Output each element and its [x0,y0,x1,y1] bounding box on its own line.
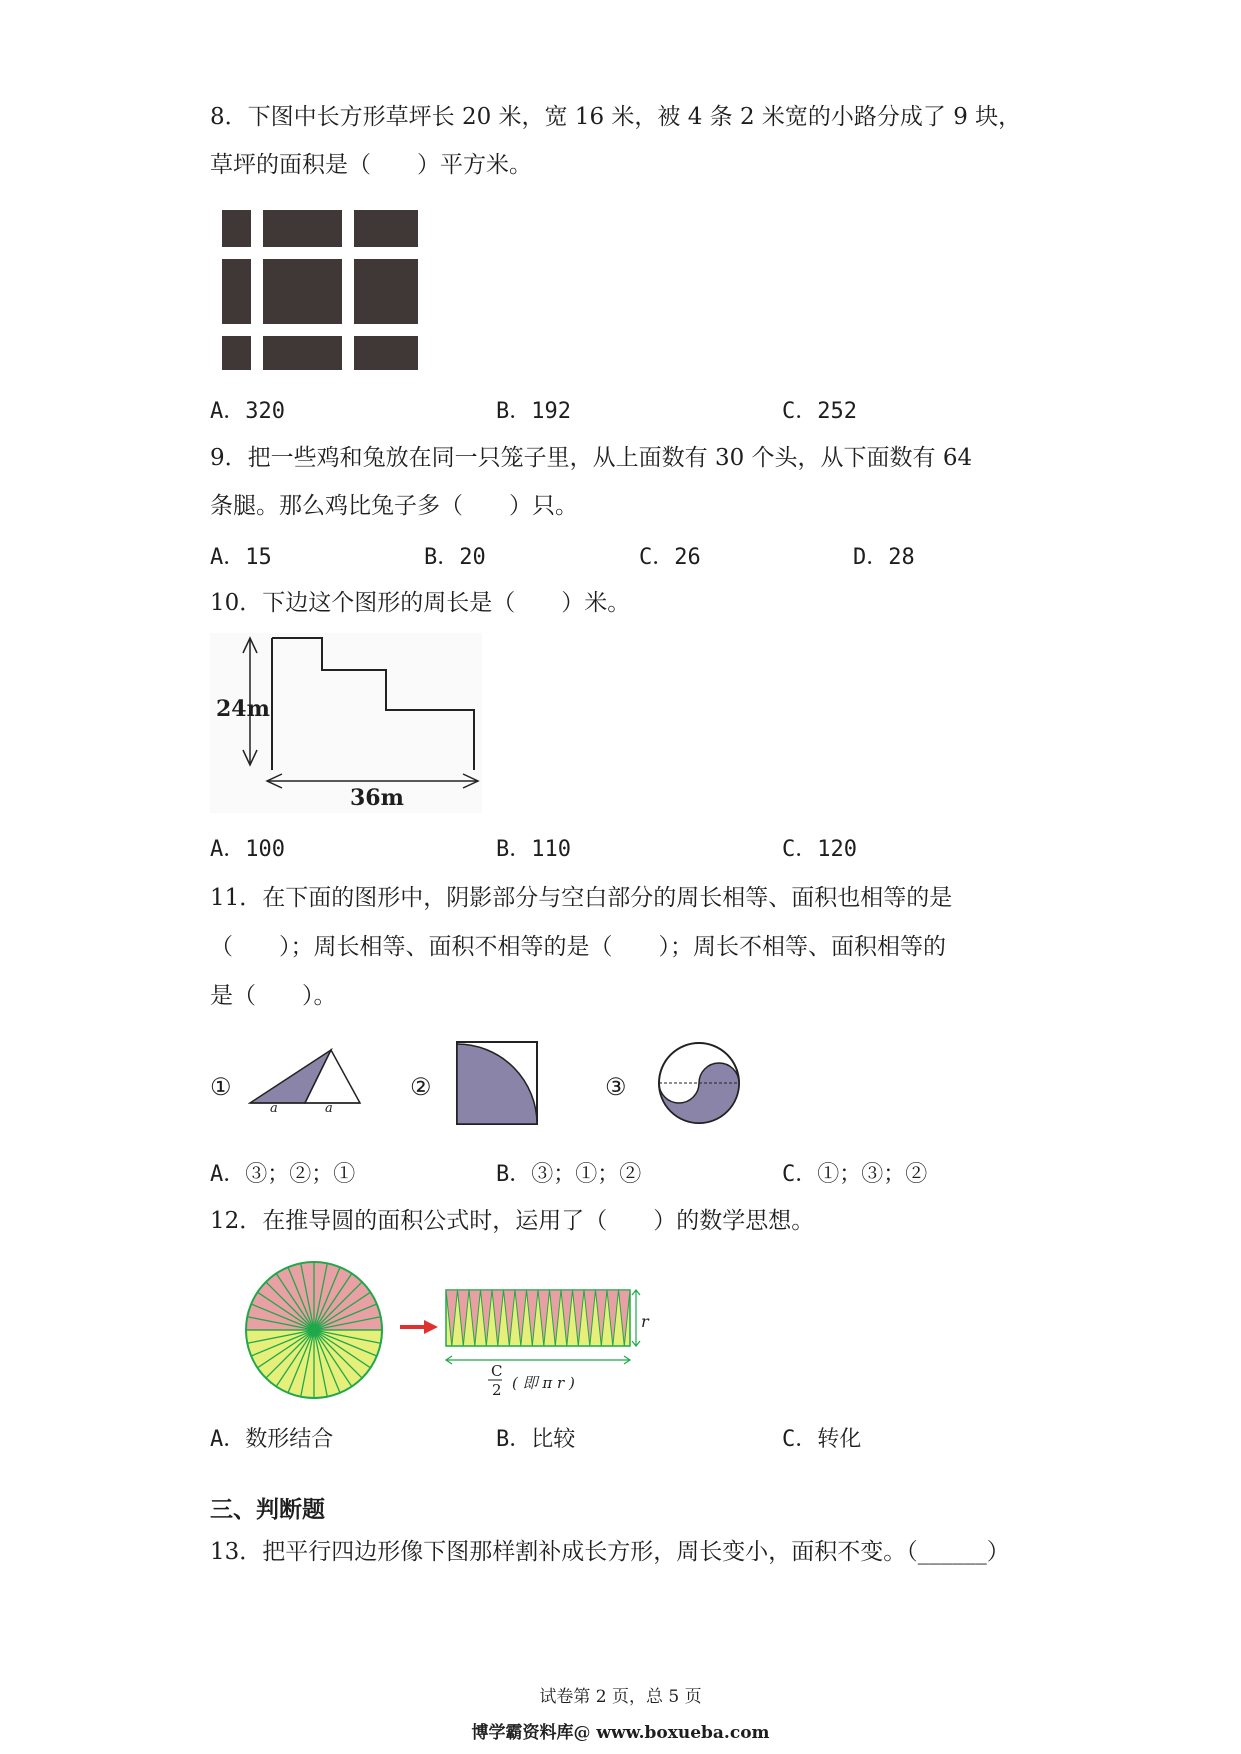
radius-label: r [641,1312,649,1331]
q9-option-a[interactable]: A．15 [210,545,272,570]
circle-sectors-figure [244,1260,384,1400]
yin-yang-figure [656,1040,742,1126]
q11-option-a[interactable]: A．③；②；① [210,1162,356,1187]
q11-line1: 11．在下面的图形中，阴影部分与空白部分的周长相等、面积也相等的是 [210,885,953,911]
q8-line1: 8．下图中长方形草坪长 20 米，宽 16 米，被 4 条 2 米宽的小路分成了 9 块， [210,104,1022,130]
q12-option-b[interactable]: B．比较 [496,1427,576,1452]
quarter-circle-figure [455,1040,539,1126]
page-number: 试卷第 2 页，总 5 页 [539,1687,702,1707]
q10-line1: 10．下边这个图形的周长是（ ）米。 [210,590,631,616]
q13-line1: 13．把平行四边形像下图那样割补成长方形，周长变小，面积不变。（______） [210,1539,1010,1565]
q12-line1: 12．在推导圆的面积公式时，运用了（ ）的数学思想。 [210,1208,815,1234]
q9-option-d[interactable]: D．28 [853,545,915,570]
q10-option-c[interactable]: C．120 [782,837,857,862]
q9-option-c[interactable]: C．26 [639,545,701,570]
q11-option-b[interactable]: B．③；①；② [496,1162,642,1187]
q8-line2: 草坪的面积是（ ）平方米。 [210,152,532,178]
q9-option-b[interactable]: B．20 [424,545,486,570]
c-note: ( 即 π r ) [512,1374,575,1392]
section-heading: 三、判断题 [210,1496,325,1523]
width-label: 36m [350,785,404,811]
q9-line1: 9．把一些鸡和兔放在同一只笼子里，从上面数有 30 个头，从下面数有 64 [210,445,973,471]
q11-line3: 是（ ）。 [210,983,337,1009]
q8-option-a[interactable]: A．320 [210,399,285,424]
c-denominator: 2 [492,1381,502,1399]
q10-option-b[interactable]: B．110 [496,837,571,862]
base-label-a1: a [270,1101,278,1116]
triangle-figure [248,1045,363,1115]
fig-label-2: ② [410,1073,432,1101]
c-numerator: C [491,1362,503,1380]
fig-label-3: ③ [605,1073,627,1101]
right-arrow-icon [398,1318,440,1336]
height-label: 24m [216,696,270,722]
fig-label-1: ① [210,1073,232,1101]
q12-option-a[interactable]: A．数形结合 [210,1427,334,1452]
q10-option-a[interactable]: A．100 [210,837,285,862]
base-label-a2: a [325,1101,333,1116]
q8-option-b[interactable]: B．192 [496,399,571,424]
staircase-figure [210,633,482,813]
q12-option-c[interactable]: C．转化 [782,1427,862,1452]
lawn-figure [222,210,418,370]
q11-line2: （ ）；周长相等、面积不相等的是（ ）；周长不相等、面积相等的 [210,934,946,960]
q9-line2: 条腿。那么鸡比兔子多（ ）只。 [210,493,578,519]
site-watermark: 博学霸资料库@ www.boxueba.com [471,1723,770,1743]
q11-option-c[interactable]: C．①；③；② [782,1162,928,1187]
q8-option-c[interactable]: C．252 [782,399,857,424]
